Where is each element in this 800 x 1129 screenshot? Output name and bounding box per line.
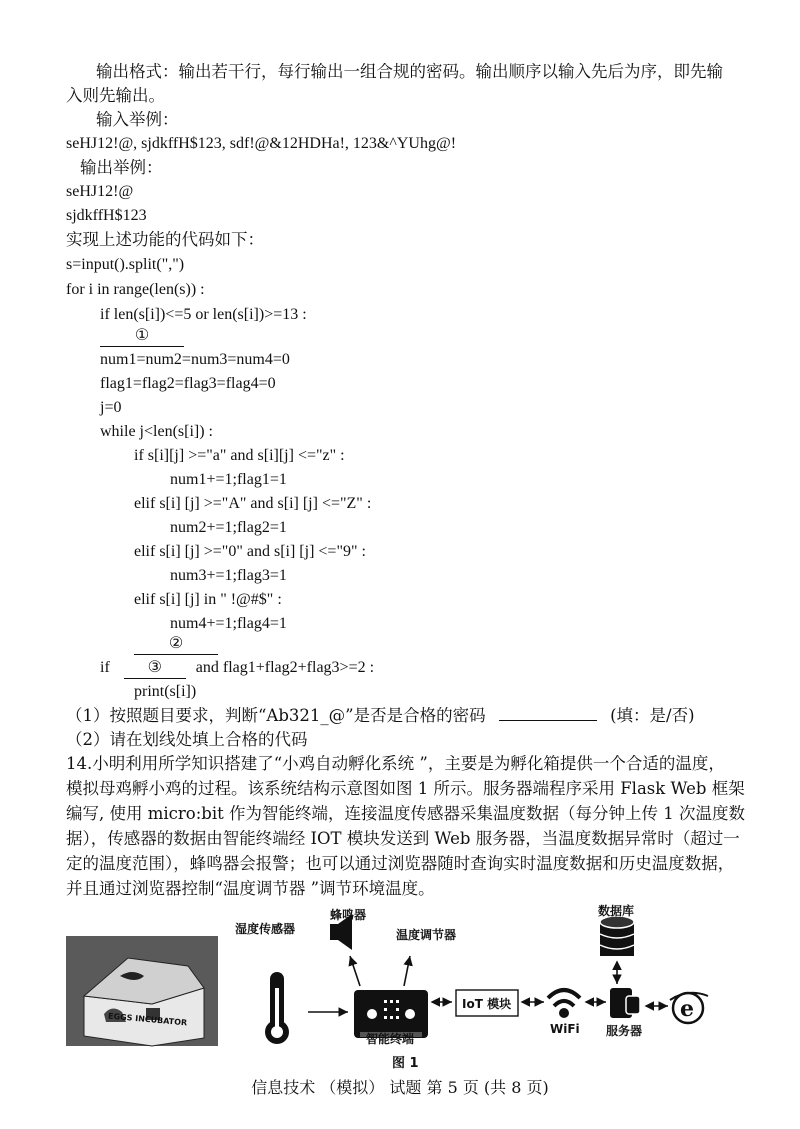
answer-blank — [499, 720, 597, 721]
question-1-text: （1）按照题目要求，判断“Ab321_@”是否是合格的密码 — [66, 706, 486, 725]
paragraph-line: 输出举例： — [80, 158, 163, 177]
incubator-photo — [66, 936, 218, 1046]
thermometer-icon — [265, 972, 289, 1044]
arrow — [350, 956, 360, 986]
code-line: elif s[i] [j] >="0" and s[i] [j] <="9" : — [134, 543, 366, 560]
paragraph-line: 输入举例： — [96, 110, 179, 129]
code-line: num3+=1;flag3=1 — [170, 567, 287, 584]
system-diagram — [60, 896, 750, 1056]
database-icon — [600, 916, 634, 956]
question-1 — [66, 706, 695, 726]
figure-caption: 图 1 — [392, 1056, 419, 1071]
question-1-hint: (填：是/否) — [610, 706, 695, 725]
code-line: while j<len(s[i]) : — [100, 423, 213, 440]
code-line: s=input().split(",") — [66, 256, 185, 273]
svg-text:e: e — [680, 996, 694, 1022]
paragraph-line: 入则先输出。 — [66, 86, 165, 105]
sensor-label: 湿度传感器 — [235, 922, 296, 936]
code-line: elif s[i] [j] in " !@#$" : — [134, 591, 282, 608]
if-keyword: if — [100, 659, 110, 676]
code-line — [100, 658, 374, 679]
browser-icon — [670, 993, 708, 1023]
blank-number: ② — [134, 634, 218, 655]
wifi-icon — [548, 990, 580, 1016]
blank-3: ③ — [124, 658, 186, 679]
wifi-label: WiFi — [550, 1022, 580, 1036]
incubator-label: EGGS INCUBATOR — [107, 1011, 188, 1028]
paragraph-line: 编写, 使用 micro:bit 作为智能终端，连接温度传感器采集温度数据（每分钟上传 1 次温度数 — [66, 804, 745, 823]
paragraph-line: 据），传感器的数据由智能终端经 IOT 模块发送到 Web 服务器，当温度数据异常时（超过一 — [66, 829, 740, 848]
page-footer: 信息技术 （模拟） 试题 第 5 页 (共 8 页) — [251, 1078, 549, 1097]
paragraph-line: 输出格式：输出若干行，每行输出一组合规的密码。输出顺序以输入先后为序，即先输 — [96, 62, 723, 81]
code-line: num1=num2=num3=num4=0 — [100, 351, 290, 368]
iot-label: IoT 模块 — [462, 997, 512, 1011]
code-line: for i in range(len(s)) : — [66, 281, 205, 298]
regulator-label: 温度调节器 — [396, 928, 457, 942]
code-line: num4+=1;flag4=1 — [170, 615, 287, 632]
blank-1 — [100, 326, 184, 347]
server-icon — [610, 988, 640, 1018]
paragraph-line: 实现上述功能的代码如下： — [66, 230, 264, 249]
paragraph-line: 定的温度范围），蜂鸣器会报警；也可以通过浏览器随时查询实时温度数据和历史温度数据， — [66, 854, 735, 873]
if-condition: and flag1+flag2+flag3>=2 : — [195, 659, 375, 676]
database-label: 数据库 — [598, 904, 635, 918]
paragraph-line: 模拟母鸡孵小鸡的过程。该系统结构示意图如图 1 所示。服务器端程序采用 Flask Web 框架 — [66, 779, 745, 798]
code-line: if s[i][j] >="a" and s[i][j] <="z" : — [134, 447, 345, 464]
terminal-label: 智能终端 — [366, 1032, 415, 1046]
code-line: print(s[i]) — [134, 683, 197, 700]
server-label: 服务器 — [606, 1024, 643, 1038]
code-line: num2+=1;flag2=1 — [170, 519, 287, 536]
blank-number: ① — [100, 326, 184, 347]
output-example: sjdkffH$123 — [66, 207, 147, 224]
blank-2 — [134, 634, 218, 655]
code-line: num1+=1;flag1=1 — [170, 471, 287, 488]
paragraph-line: 14.小明利用所学知识搭建了“小鸡自动孵化系统 ”，主要是为孵化箱提供一个合适的温度， — [66, 754, 725, 773]
code-line: if len(s[i])<=5 or len(s[i])>=13 : — [100, 306, 307, 323]
arrow — [404, 956, 410, 986]
code-line: elif s[i] [j] >="A" and s[i] [j] <="Z" : — [134, 495, 372, 512]
input-example: seHJ12!@, sjdkffH$123, sdf!@&12HDHa!, 123&^YUhg@! — [66, 135, 457, 152]
buzzer-label: 蜂鸣器 — [330, 908, 367, 922]
code-line: flag1=flag2=flag3=flag4=0 — [100, 375, 276, 392]
code-line: j=0 — [100, 399, 122, 416]
output-example: seHJ12!@ — [66, 183, 134, 200]
question-2: （2）请在划线处填上合格的代码 — [66, 730, 308, 749]
paragraph-line: 并且通过浏览器控制“温度调节器 ”调节环境温度。 — [66, 879, 435, 898]
